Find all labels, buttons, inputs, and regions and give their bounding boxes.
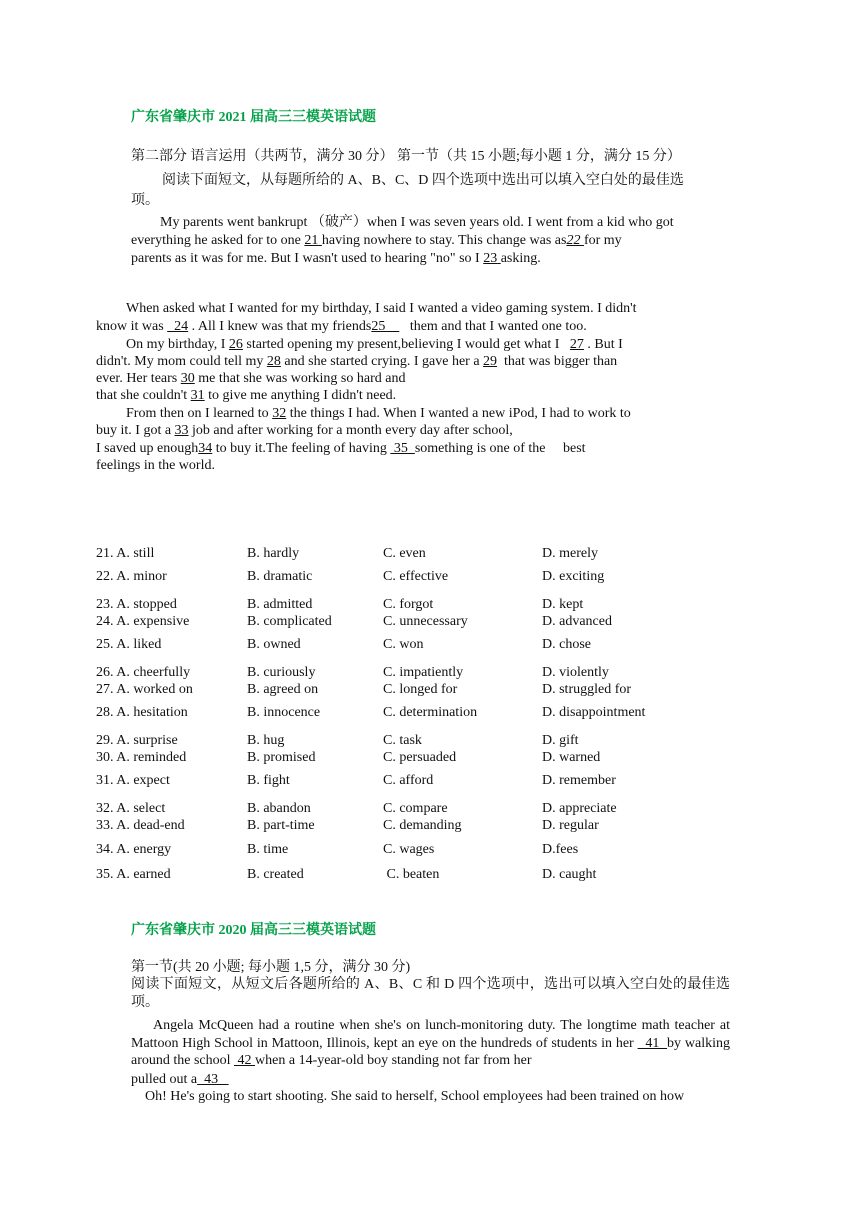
passage-line: I saved up enough34 to buy it.The feeling of having 35 something is one of the best	[96, 441, 586, 456]
option-d: D. caught	[542, 867, 597, 882]
option-c: C. effective	[383, 569, 449, 584]
option-d: D. gift	[542, 733, 579, 748]
option-c: C. persuaded	[383, 750, 457, 765]
option-d: D. kept	[542, 597, 584, 612]
option-d: D.fees	[542, 842, 579, 857]
option-c: C. longed for	[383, 682, 458, 697]
blank-27: 27	[569, 337, 584, 352]
option-d: D. merely	[542, 546, 598, 561]
option-b: B. innocence	[247, 705, 321, 720]
option-c: C. won	[383, 637, 424, 652]
option-b: B. promised	[247, 750, 316, 765]
option-a: 28. A. hesitation	[96, 705, 188, 720]
option-a: 33. A. dead-end	[96, 818, 185, 833]
passage-line: When asked what I wanted for my birthday, I said I wanted a video gaming system. I didn't	[126, 301, 637, 316]
option-a: 22. A. minor	[96, 569, 167, 584]
option-a: 31. A. expect	[96, 773, 170, 788]
option-a: 25. A. liked	[96, 637, 162, 652]
passage-2-paragraph: Angela McQueen had a routine when she's on lunch-monitoring duty. The longtime math teacher at Mattoon High School in Mattoon, Illinois, kept an eye on the hundreds of students in her 41 by walking around the school 42 when a 14-year-old boy standing not far from her	[131, 1018, 731, 1068]
option-a: 29. A. surprise	[96, 733, 178, 748]
blank-42: 42	[234, 1053, 256, 1068]
option-a: 26. A. cheerfully	[96, 665, 191, 680]
blank-33: 33	[174, 423, 189, 438]
option-d: D. advanced	[542, 614, 612, 629]
option-a: 27. A. worked on	[96, 682, 193, 697]
passage-line: everything he asked for to one 21 having nowhere to stay. This change was as22 for my	[131, 233, 622, 248]
passage-line: parents as it was for me. But I wasn't used to hearing "no" so I 23 asking.	[131, 251, 541, 266]
option-b: B. created	[247, 867, 304, 882]
option-d: D. exciting	[542, 569, 605, 584]
blank-35: 35	[390, 441, 415, 456]
blank-23: 23	[483, 251, 498, 266]
option-d: D. disappointment	[542, 705, 646, 720]
passage-line: Oh! He's going to start shooting. She said to herself, School employees had been trained on how	[145, 1089, 685, 1104]
option-d: D. chose	[542, 637, 591, 652]
blank-41: 41	[637, 1035, 668, 1051]
passage-line: On my birthday, I 26 started opening my present,believing I would get what I 27 . But I	[126, 337, 623, 352]
blank-25: 25	[371, 319, 400, 334]
option-a: 30. A. reminded	[96, 750, 187, 765]
option-b: B. owned	[247, 637, 301, 652]
option-c: C. compare	[383, 801, 448, 816]
option-c: C. afford	[383, 773, 434, 788]
option-b: B. part-time	[247, 818, 315, 833]
option-c: C. task	[383, 733, 422, 748]
option-b: B. complicated	[247, 614, 332, 629]
blank-21: 21	[304, 233, 319, 248]
part-header: 第二部分 语言运用（共两节，满分 30 分） 第一节（共 15 小题;每小题 1 分，满分 15 分）	[131, 149, 681, 164]
option-b: B. curiously	[247, 665, 316, 680]
passage-line: buy it. I got a 33 job and after working for a month every day after school,	[96, 423, 513, 438]
instruction-line-2: 项。	[131, 193, 159, 208]
passage-line: ever. Her tears 30 me that she was working so hard and	[96, 371, 406, 386]
blank-28: 28	[266, 354, 281, 369]
option-d: D. violently	[542, 665, 609, 680]
blank-31: 31	[190, 388, 205, 403]
option-a: 32. A. select	[96, 801, 166, 816]
option-c: C. forgot	[383, 597, 434, 612]
passage-line: feelings in the world.	[96, 458, 215, 473]
option-c: C. beaten	[383, 867, 440, 882]
option-b: B. admitted	[247, 597, 313, 612]
option-b: B. dramatic	[247, 569, 313, 584]
option-a: 23. A. stopped	[96, 597, 177, 612]
blank-29: 29	[483, 354, 498, 369]
blank-26: 26	[228, 337, 243, 352]
passage-line: that she couldn't 31 to give me anything I didn't need.	[96, 388, 397, 403]
option-d: D. warned	[542, 750, 601, 765]
part-header-2: 第一节(共 20 小题; 每小题 1,5 分，满分 30 分)	[131, 960, 411, 975]
option-d: D. struggled for	[542, 682, 632, 697]
option-d: D. remember	[542, 773, 616, 788]
blank-32: 32	[272, 406, 287, 421]
option-c: C. unnecessary	[383, 614, 468, 629]
option-a: 24. A. expensive	[96, 614, 190, 629]
option-b: B. abandon	[247, 801, 311, 816]
option-b: B. hardly	[247, 546, 300, 561]
option-b: B. agreed on	[247, 682, 319, 697]
passage-line: From then on I learned to 32 the things I had. When I wanted a new iPod, I had to work to	[126, 406, 631, 421]
option-c: C. determination	[383, 705, 478, 720]
option-a: 21. A. still	[96, 546, 155, 561]
option-d: D. regular	[542, 818, 599, 833]
option-d: D. appreciate	[542, 801, 617, 816]
option-a: 35. A. earned	[96, 867, 171, 882]
blank-24: 24	[167, 319, 189, 334]
blank-22: 22	[566, 233, 581, 248]
blank-34: 34	[198, 441, 213, 456]
passage-line: know it was 24 . All I knew was that my friends25 them and that I wanted one too.	[96, 319, 587, 334]
option-b: B. fight	[247, 773, 290, 788]
section-title-2020: 广东省肇庆市 2020 届高三三模英语试题	[131, 923, 376, 938]
option-b: B. hug	[247, 733, 285, 748]
option-c: C. even	[383, 546, 426, 561]
option-b: B. time	[247, 842, 289, 857]
section-title-2021: 广东省肇庆市 2021 届高三三模英语试题	[131, 110, 376, 125]
option-c: C. impatiently	[383, 665, 464, 680]
passage-line: pulled out a 43	[131, 1072, 229, 1087]
blank-43: 43	[197, 1072, 229, 1087]
option-c: C. demanding	[383, 818, 462, 833]
blank-30: 30	[180, 371, 195, 386]
option-a: 34. A. energy	[96, 842, 172, 857]
option-c: C. wages	[383, 842, 435, 857]
passage-line: didn't. My mom could tell my 28 and she started crying. I gave her a 29 that was bigger than	[96, 354, 618, 369]
instruction-2: 阅读下面短文，从短文后各题所给的 A、B、C 和 D 四个选项中，选出可以填入空白处的最佳选项。	[131, 977, 730, 1010]
passage-line: My parents went bankrupt （破产）when I was seven years old. I went from a kid who got	[160, 215, 674, 230]
instruction-line-1: 阅读下面短文，从每题所给的 A、B、C、D 四个选项中选出可以填入空白处的最佳选	[162, 173, 684, 188]
